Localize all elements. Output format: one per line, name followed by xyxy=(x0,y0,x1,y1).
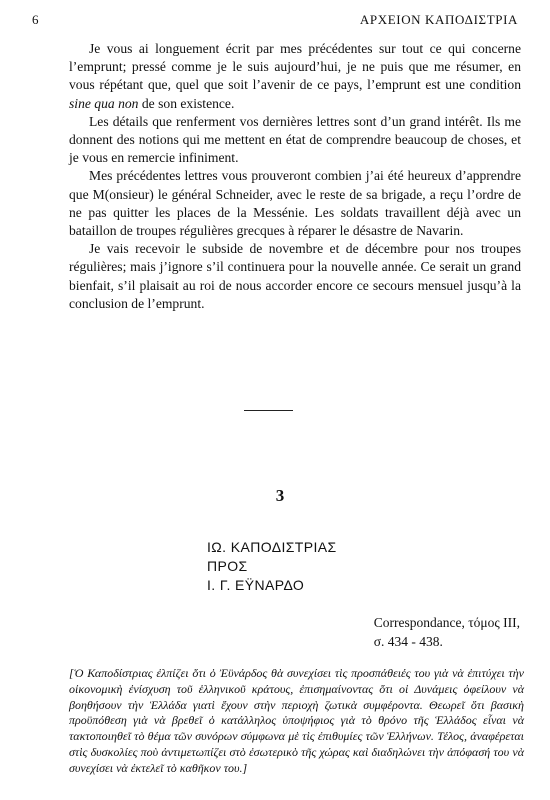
running-title: ΑΡΧΕΙΟΝ ΚΑΠΟΔΙΣΤΡΙΑ xyxy=(359,12,518,27)
letter-heading xyxy=(207,538,337,595)
source-title: Correspondance, τόμος III, xyxy=(373,615,520,630)
section-divider xyxy=(244,410,293,411)
letter-preposition: ΠΡΟΣ xyxy=(207,558,248,574)
body-paragraph: Je vous ai longuement écrit par mes précédentes sur tout ce qui concerne l’emprunt; pressé comme je le suis aujourd’hui, je ne puis que me résumer, en vous répétant que, quel que soit l’avenir de ce pays, l’emprunt est une condition sine qua non de son existence. xyxy=(69,41,521,111)
summary-text: [Ὁ Καποδίστριας ἐλπίζει ὅτι ὁ Ἐϋνάρδος θὰ συνεχίσει τὶς προσπάθειές του γιὰ νὰ ἐπιτύχει τὴν οἰκονομικὴ ἐνίσχυση τοῦ ἑλληνικοῦ κράτους, ἐπισημαίνοντας ὅτι οἱ Δυνάμεις ὀφείλουν νὰ βοηθήσουν τὴν Ἑλλάδα γιατὶ ἔχουν στὴν περιοχὴ ζωτικὰ συμφέροντα. Θεωρεῖ ὅτι βασικὴ προϋπόθεση γιὰ νὰ βρεθεῖ ὁ κατάλληλος ὑποψήφιος γιὰ τὸ θρόνο τῆς Ἑλλάδος εἶναι νὰ τακτοποιηθεῖ τὸ θέμα τῶν συνόρων σύμφωνα μὲ τὶς ἐπιθυμίες τῶν Ἑλλήνων. Τέλος, ἀναφέρεται στὶς δυσκολίες ποὺ ἀντιμετωπίζει στὸ ἐσωτερικὸ τῆς χώρας καὶ διαδηλώνει τὴν ἀπόφασή του νὰ συνεχίσει νὰ ἐκτελεῖ τὸ καθῆκον του.] xyxy=(69,666,524,775)
letter-summary xyxy=(69,666,524,777)
page-number: 6 xyxy=(32,12,39,27)
letter-body xyxy=(69,40,521,313)
letter-sender: ΙΩ. ΚΑΠΟΔΙΣΤΡΙΑΣ xyxy=(207,539,337,555)
body-paragraph: Je vais recevoir le subside de novembre et de décembre pour nos troupes régulières; mais j’ignore s’il continuera pour la nouvelle année. Ce serait un grand bienfait, s’il plaisait au roi de nous accorder encore ce secours mensuel jusqu’à la conclusion de l’emprunt. xyxy=(69,241,521,311)
page-header xyxy=(32,12,518,32)
source-reference xyxy=(374,613,520,651)
body-paragraph: Les détails que renferment vos dernières lettres sont d’un grand intérêt. Ils me donnent des notions qui me mettent en état de comprendre beaucoup de choses, et je vous en remercie infiniment. xyxy=(69,113,521,166)
body-paragraph: Mes précédentes lettres vous prouveront combien j’ai été heureux d’apprendre que M(onsieur) le général Schneider, avec le reste de sa brigade, a reçu l’ordre de ne pas quitter les places de la Messénie. Les soldats travaillent déjà avec un bataillon de troupes régulières grecques à réparer le désastre de Navarin. xyxy=(69,168,521,239)
letter-number: 3 xyxy=(275,486,285,505)
source-pages: σ. 434 - 438. xyxy=(373,634,443,649)
letter-recipient: Ι. Γ. ΕΫΝΑΡΔΟ xyxy=(207,577,305,593)
latin-phrase: sine qua non xyxy=(69,95,139,111)
